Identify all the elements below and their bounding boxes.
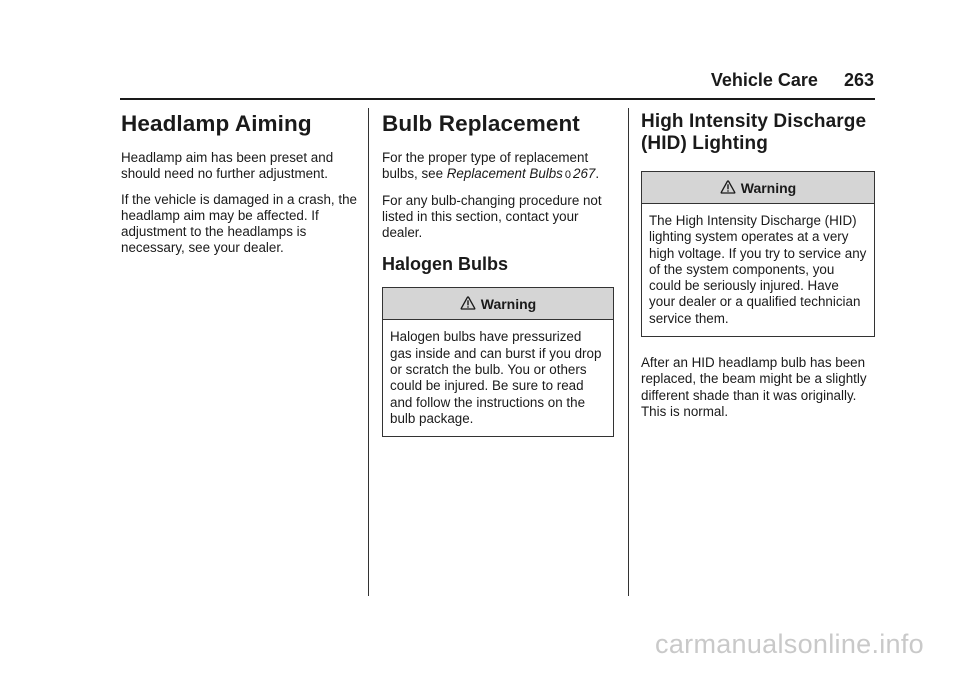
column-bulb-replacement: [382, 108, 614, 437]
column-divider-1: [368, 108, 369, 596]
bulb-replacement-text: For the proper type of replacement bulbs, see: [382, 150, 589, 182]
column-headlamp-aiming: [121, 108, 357, 266]
warning-icon: [460, 296, 476, 310]
hid-warning-label: Warning: [740, 179, 797, 196]
bulb-replacement-paragraph-1: [382, 150, 614, 184]
replacement-bulbs-link[interactable]: Replacement Bulbs: [446, 166, 563, 182]
watermark: carmanualsonline.info: [655, 629, 924, 659]
header-rule: [120, 98, 875, 100]
sentence-end: .: [595, 166, 600, 182]
column-hid-lighting: [641, 108, 875, 429]
halogen-warning-header: [383, 288, 613, 320]
section-title: Vehicle Care: [710, 70, 818, 90]
halogen-bulbs-heading: Halogen Bulbs: [382, 254, 509, 275]
hid-paragraph: After an HID headlamp bulb has been replaced, the beam might be a slightly different shade than it was originally. This is normal.: [641, 355, 867, 419]
bulb-replacement-paragraph-2: For any bulb-changing procedure not listed in this section, contact your dealer.: [382, 192, 602, 241]
headlamp-aiming-heading: Headlamp Aiming: [121, 111, 312, 136]
cross-reference-icon: 0: [564, 169, 572, 182]
hid-warning-box: [641, 171, 875, 337]
running-header: [0, 70, 874, 91]
warning-icon: [720, 180, 736, 194]
bulb-replacement-heading: Bulb Replacement: [382, 111, 580, 136]
headlamp-aiming-paragraph-1: Headlamp aim has been preset and should need no further adjustment.: [121, 150, 334, 182]
column-divider-2: [628, 108, 629, 596]
halogen-warning-box: [382, 287, 614, 437]
page-number: 263: [843, 70, 874, 90]
replacement-bulbs-page-ref[interactable]: 267: [573, 166, 596, 182]
halogen-warning-text: Halogen bulbs have pressurized gas inside and can burst if you drop or scratch the bulb. You or others could be injured. Be sure to read and follow the instructions on the bulb package.: [390, 329, 602, 426]
halogen-warning-label: Warning: [480, 295, 537, 312]
hid-lighting-heading: High Intensity Discharge (HID) Lighting: [641, 111, 867, 154]
headlamp-aiming-paragraph-2: If the vehicle is damaged in a crash, the headlamp aim may be affected. If adjustment to the headlamps is necessary, see your dealer.: [121, 191, 357, 256]
hid-warning-text: The High Intensity Discharge (HID) lighting system operates at a very high voltage. If you try to service any of the system components, you could be seriously injured. Have your dealer or a qualified technician service them.: [649, 213, 867, 326]
hid-warning-header: [642, 172, 874, 204]
